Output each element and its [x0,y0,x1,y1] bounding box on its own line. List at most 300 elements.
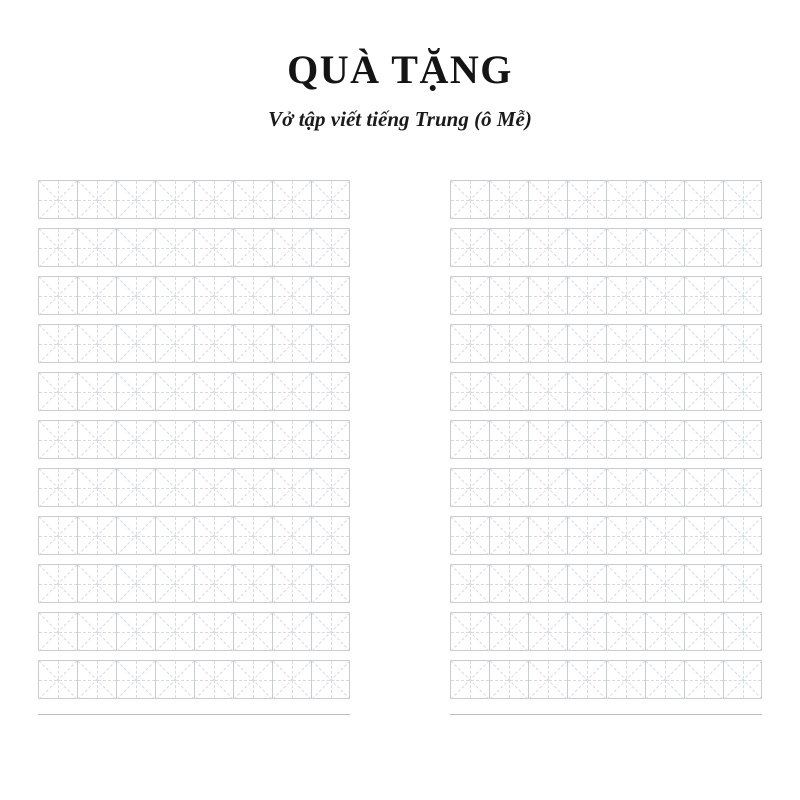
grid-cell[interactable] [489,660,528,699]
grid-cell[interactable] [489,564,528,603]
grid-guide-line [58,373,59,410]
grid-cell[interactable] [233,324,272,363]
grid-guide-line [156,228,195,267]
grid-guide-line [273,516,312,555]
grid-guide-line [607,468,646,507]
grid-cell[interactable] [489,276,528,315]
grid-guide-line [273,372,312,411]
grid-cell[interactable] [606,612,645,651]
grid-guide-line [470,421,471,458]
grid-guide-line [39,488,77,489]
grid-cell[interactable] [155,180,194,219]
grid-guide-line [490,372,529,411]
grid-guide-line [685,248,723,249]
grid-cell[interactable] [567,564,606,603]
grid-guide-line [665,277,666,314]
grid-guide-line [451,468,490,507]
grid-cell[interactable] [194,660,233,699]
grid-guide-line [39,612,78,651]
grid-guide-line [607,564,646,603]
grid-cell[interactable] [116,564,155,603]
grid-guide-line [704,517,705,554]
grid-guide-line [175,469,176,506]
grid-cell[interactable] [311,228,350,267]
grid-cell[interactable] [38,564,77,603]
grid-cell[interactable] [528,564,567,603]
grid-cell[interactable] [606,468,645,507]
grid-guide-line [568,440,606,441]
grid-guide-line [568,180,607,219]
grid-cell[interactable] [450,468,489,507]
grid-cell[interactable] [606,660,645,699]
grid-cell[interactable] [272,612,311,651]
grid-guide-line [331,181,332,218]
grid-guide-line [568,372,607,411]
grid-guide-line [234,440,272,441]
grid-guide-line [234,200,272,201]
grid-cell[interactable] [567,468,606,507]
grid-guide-line [724,392,761,393]
grid-guide-line [78,324,117,363]
grid-cell[interactable] [645,180,684,219]
grid-cell[interactable] [38,180,77,219]
grid-cell[interactable] [723,180,762,219]
grid-cell[interactable] [684,660,723,699]
grid-guide-line [548,277,549,314]
grid-guide-line [723,228,762,267]
grid-cell[interactable] [233,660,272,699]
grid-cell[interactable] [723,276,762,315]
grid-cell[interactable] [723,468,762,507]
grid-cell[interactable] [723,372,762,411]
grid-cell[interactable] [684,564,723,603]
grid-cell[interactable] [77,516,116,555]
grid-guide-line [97,277,98,314]
grid-guide-line [451,536,489,537]
grid-cell[interactable] [38,372,77,411]
grid-cell[interactable] [116,228,155,267]
grid-guide-line [39,324,78,363]
grid-guide-line [743,373,744,410]
grid-guide-line [117,612,156,651]
grid-cell[interactable] [567,324,606,363]
grid-guide-line [117,276,156,315]
grid-cell[interactable] [450,276,489,315]
grid-guide-line [312,488,349,489]
grid-guide-line [704,325,705,362]
grid-cell[interactable] [684,612,723,651]
grid-cell[interactable] [684,372,723,411]
grid-guide-line [509,229,510,266]
grid-cell[interactable] [645,660,684,699]
grid-cell[interactable] [194,516,233,555]
grid-guide-line [117,276,156,315]
grid-cell[interactable] [155,372,194,411]
grid-guide-line [587,181,588,218]
grid-guide-line [451,440,489,441]
grid-cell[interactable] [684,180,723,219]
grid-cell[interactable] [233,468,272,507]
grid-guide-line [234,248,272,249]
grid-guide-line [156,680,194,681]
grid-cell[interactable] [450,516,489,555]
grid-guide-line [273,200,311,201]
grid-cell[interactable] [233,228,272,267]
grid-cell[interactable] [272,228,311,267]
grid-guide-line [509,469,510,506]
grid-cell[interactable] [311,420,350,459]
grid-guide-line [78,420,117,459]
grid-cell[interactable] [528,660,567,699]
grid-cell[interactable] [233,564,272,603]
grid-guide-line [626,421,627,458]
grid-cell[interactable] [723,228,762,267]
grid-cell[interactable] [194,420,233,459]
grid-cell[interactable] [450,228,489,267]
grid-guide-line [509,325,510,362]
grid-cell[interactable] [155,324,194,363]
grid-guide-line [529,180,568,219]
grid-cell[interactable] [116,516,155,555]
grid-cell[interactable] [77,276,116,315]
grid-guide-line [587,373,588,410]
grid-cell[interactable] [116,420,155,459]
grid-guide-line [312,536,349,537]
grid-cell[interactable] [311,516,350,555]
grid-cell[interactable] [567,420,606,459]
grid-cell[interactable] [450,180,489,219]
grid-cell[interactable] [606,372,645,411]
grid-guide-line [117,180,156,219]
grid-guide-line [136,613,137,650]
grid-cell[interactable] [528,276,567,315]
grid-cell[interactable] [194,612,233,651]
grid-cell[interactable] [528,324,567,363]
grid-cell[interactable] [38,276,77,315]
grid-guide-line [451,344,489,345]
grid-cell[interactable] [194,228,233,267]
grid-guide-line [646,516,685,555]
grid-cell[interactable] [233,180,272,219]
grid-cell[interactable] [311,564,350,603]
grid-guide-line [58,613,59,650]
grid-cell[interactable] [645,564,684,603]
grid-guide-line [234,372,273,411]
grid-cell[interactable] [645,228,684,267]
grid-guide-line [568,564,607,603]
grid-cell[interactable] [38,324,77,363]
grid-guide-line [311,516,350,555]
grid-guide-line [607,324,646,363]
grid-cell[interactable] [489,612,528,651]
grid-guide-line [331,373,332,410]
grid-cell[interactable] [645,276,684,315]
grid-cell[interactable] [489,228,528,267]
grid-cell[interactable] [489,468,528,507]
grid-cell[interactable] [116,468,155,507]
grid-cell[interactable] [233,420,272,459]
grid-cell[interactable] [77,612,116,651]
grid-guide-line [451,296,489,297]
grid-guide-line [451,660,490,699]
grid-cell[interactable] [450,420,489,459]
grid-guide-line [451,632,489,633]
grid-cell[interactable] [38,612,77,651]
grid-guide-line [331,613,332,650]
grid-guide-line [195,200,233,201]
grid-cell[interactable] [606,516,645,555]
grid-guide-line [175,661,176,698]
grid-guide-line [685,296,723,297]
grid-guide-line [568,536,606,537]
grid-cell[interactable] [684,516,723,555]
grid-cell[interactable] [450,612,489,651]
grid-guide-line [646,420,685,459]
grid-guide-line [470,277,471,314]
grid-cell[interactable] [567,276,606,315]
grid-cell[interactable] [606,276,645,315]
grid-guide-line [724,536,761,537]
grid-guide-line [529,296,567,297]
grid-cell[interactable] [489,420,528,459]
grid-cell[interactable] [116,276,155,315]
grid-cell[interactable] [194,276,233,315]
grid-guide-line [175,373,176,410]
grid-cell[interactable] [311,612,350,651]
grid-cell[interactable] [311,324,350,363]
grid-cell[interactable] [116,324,155,363]
grid-guide-line [156,228,195,267]
grid-cell[interactable] [311,372,350,411]
grid-cell[interactable] [567,180,606,219]
grid-cell[interactable] [684,276,723,315]
grid-guide-line [78,344,116,345]
grid-guide-line [117,660,156,699]
grid-guide-line [156,276,195,315]
grid-cell[interactable] [194,468,233,507]
grid-guide-line [665,373,666,410]
grid-guide-line [195,324,234,363]
grid-cell[interactable] [684,468,723,507]
grid-cell[interactable] [77,660,116,699]
grid-guide-line [331,469,332,506]
grid-guide-line [214,517,215,554]
grid-cell[interactable] [38,228,77,267]
grid-guide-line [548,229,549,266]
grid-guide-line [723,324,762,363]
grid-cell[interactable] [38,660,77,699]
grid-guide-line [175,613,176,650]
grid-cell[interactable] [606,420,645,459]
page-header [0,0,800,131]
grid-guide-line [685,420,724,459]
grid-guide-line [451,180,490,219]
grid-guide-line [311,612,350,651]
grid-cell[interactable] [528,516,567,555]
grid-guide-line [292,421,293,458]
grid-cell[interactable] [311,180,350,219]
grid-cell[interactable] [233,276,272,315]
grid-cell[interactable] [450,564,489,603]
grid-guide-line [175,229,176,266]
grid-guide-line [587,661,588,698]
grid-cell[interactable] [645,372,684,411]
grid-cell[interactable] [489,372,528,411]
grid-cell[interactable] [528,612,567,651]
grid-cell[interactable] [116,180,155,219]
grid-guide-line [136,181,137,218]
grid-cell[interactable] [528,372,567,411]
grid-guide-line [117,584,155,585]
grid-cell[interactable] [77,468,116,507]
grid-cell[interactable] [155,276,194,315]
grid-cell[interactable] [528,228,567,267]
grid-cell[interactable] [489,516,528,555]
grid-guide-line [685,584,723,585]
grid-guide-line [451,248,489,249]
grid-guide-line [685,228,724,267]
grid-row [450,564,762,603]
grid-guide-line [156,248,194,249]
grid-cell[interactable] [38,420,77,459]
grid-guide-line [451,660,490,699]
grid-cell[interactable] [723,516,762,555]
grid-guide-line [292,613,293,650]
grid-guide-line [156,180,195,219]
grid-guide-line [723,276,762,315]
grid-cell[interactable] [528,180,567,219]
grid-cell[interactable] [723,612,762,651]
grid-cell[interactable] [272,660,311,699]
grid-guide-line [117,468,156,507]
grid-cell[interactable] [645,468,684,507]
grid-cell[interactable] [194,564,233,603]
grid-cell[interactable] [567,516,606,555]
grid-guide-line [97,565,98,602]
grid-cell[interactable] [567,660,606,699]
grid-cell[interactable] [155,612,194,651]
grid-cell[interactable] [606,324,645,363]
grid-cell[interactable] [272,324,311,363]
grid-cell[interactable] [272,372,311,411]
grid-cell[interactable] [450,660,489,699]
grid-cell[interactable] [272,276,311,315]
grid-cell[interactable] [233,516,272,555]
grid-cell[interactable] [450,324,489,363]
grid-cell[interactable] [116,660,155,699]
grid-cell[interactable] [684,324,723,363]
grid-cell[interactable] [645,420,684,459]
grid-cell[interactable] [155,564,194,603]
grid-cell[interactable] [528,468,567,507]
grid-cell[interactable] [272,468,311,507]
grid-cell[interactable] [528,420,567,459]
grid-cell[interactable] [645,612,684,651]
grid-cell[interactable] [155,420,194,459]
grid-cell[interactable] [116,372,155,411]
grid-cell[interactable] [272,420,311,459]
grid-cell[interactable] [272,564,311,603]
grid-cell[interactable] [233,372,272,411]
grid-guide-line [490,564,529,603]
grid-cell[interactable] [155,228,194,267]
column-baseline [38,714,350,715]
grid-cell[interactable] [194,372,233,411]
grid-guide-line [78,372,117,411]
grid-cell[interactable] [606,564,645,603]
grid-guide-line [273,276,312,315]
grid-cell[interactable] [606,228,645,267]
grid-row [38,276,350,315]
grid-cell[interactable] [38,468,77,507]
grid-cell[interactable] [450,372,489,411]
grid-cell[interactable] [155,468,194,507]
grid-guide-line [331,661,332,698]
grid-cell[interactable] [606,180,645,219]
grid-cell[interactable] [77,180,116,219]
grid-cell[interactable] [645,516,684,555]
grid-cell[interactable] [489,324,528,363]
grid-guide-line [646,276,685,315]
grid-cell[interactable] [116,612,155,651]
grid-guide-line [723,564,762,603]
grid-guide-line [704,469,705,506]
grid-cell[interactable] [684,228,723,267]
grid-guide-line [607,276,646,315]
grid-cell[interactable] [489,180,528,219]
grid-cell[interactable] [77,324,116,363]
grid-cell[interactable] [77,228,116,267]
grid-cell[interactable] [233,612,272,651]
grid-cell[interactable] [311,276,350,315]
grid-cell[interactable] [723,660,762,699]
grid-cell[interactable] [77,372,116,411]
grid-cell[interactable] [567,372,606,411]
grid-cell[interactable] [645,324,684,363]
grid-guide-line [234,324,273,363]
grid-cell[interactable] [311,660,350,699]
grid-cell[interactable] [194,180,233,219]
grid-cell[interactable] [567,612,606,651]
grid-guide-line [311,372,350,411]
grid-cell[interactable] [311,468,350,507]
grid-guide-line [234,516,273,555]
grid-guide-line [685,180,724,219]
grid-guide-line [626,325,627,362]
grid-cell[interactable] [272,180,311,219]
grid-cell[interactable] [77,564,116,603]
grid-cell[interactable] [194,324,233,363]
grid-cell[interactable] [723,564,762,603]
grid-guide-line [234,276,273,315]
grid-guide-line [234,612,273,651]
grid-cell[interactable] [77,420,116,459]
grid-sheet [0,180,800,715]
grid-cell[interactable] [272,516,311,555]
grid-guide-line [529,228,568,267]
grid-guide-line [626,229,627,266]
grid-cell[interactable] [684,420,723,459]
grid-cell[interactable] [723,420,762,459]
grid-cell[interactable] [155,516,194,555]
grid-cell[interactable] [38,516,77,555]
grid-cell[interactable] [567,228,606,267]
grid-cell[interactable] [723,324,762,363]
grid-guide-line [723,516,762,555]
grid-guide-line [253,229,254,266]
grid-cell[interactable] [155,660,194,699]
grid-guide-line [607,180,646,219]
